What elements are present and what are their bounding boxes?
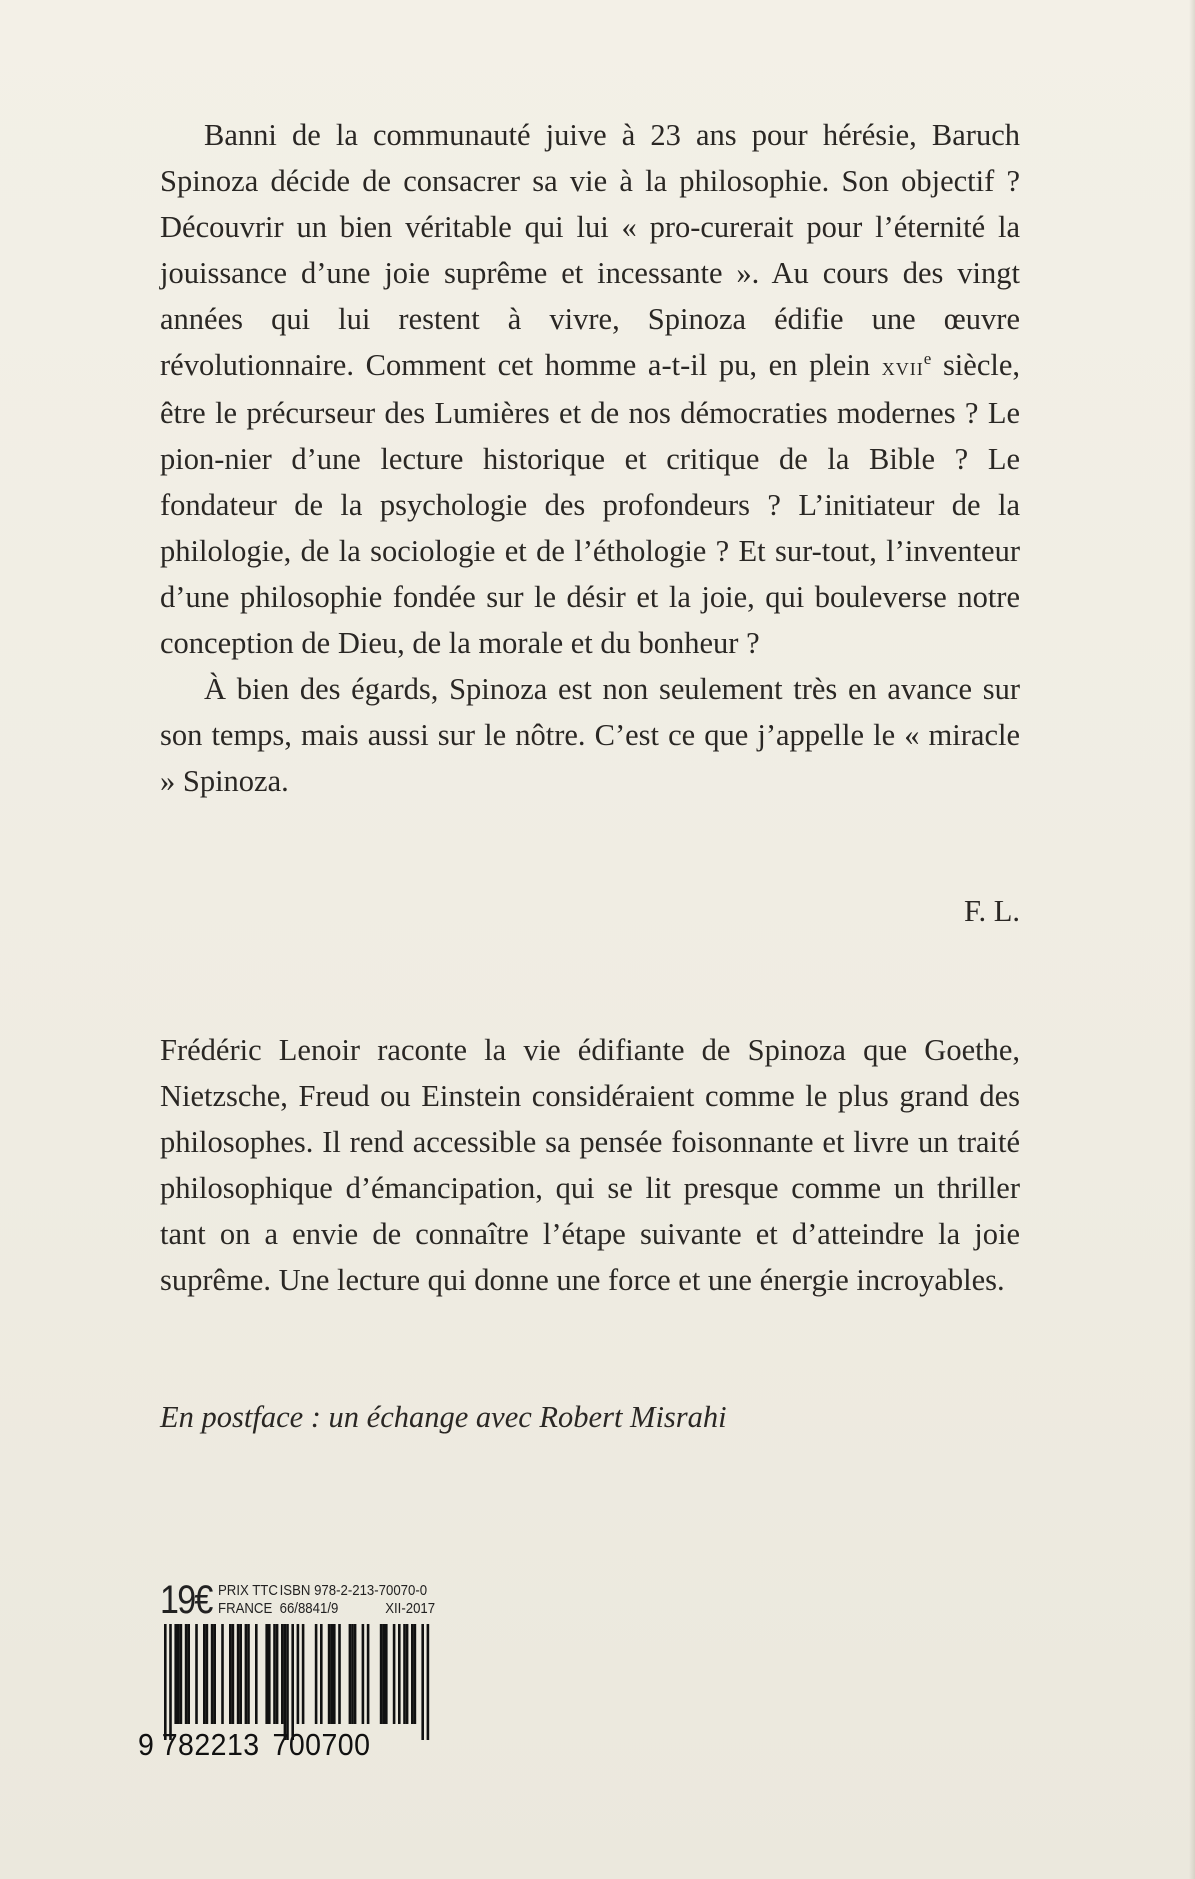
barcode-bar <box>268 1624 271 1724</box>
century-numeral: xvii <box>881 352 924 381</box>
signature-initials: F. L. <box>963 894 1020 928</box>
barcode-bar <box>349 1624 352 1724</box>
price-amount: 19€ <box>160 1578 212 1622</box>
barcode-bar <box>291 1624 294 1740</box>
barcode-bar <box>320 1624 323 1724</box>
barcode-digits <box>138 1727 370 1763</box>
barcode-bar <box>229 1624 232 1724</box>
barcode-bar <box>328 1624 331 1724</box>
barcode-bar <box>239 1624 242 1724</box>
barcode-bar <box>385 1624 388 1724</box>
barcode-bar <box>382 1624 385 1724</box>
price-label-country: FRANCE <box>218 1600 273 1617</box>
barcode-bar <box>237 1624 240 1724</box>
barcode-bar <box>284 1624 287 1740</box>
barcode-bar <box>411 1624 414 1724</box>
barcode-bar <box>177 1624 180 1724</box>
price-details <box>218 1582 434 1618</box>
barcode-bar <box>211 1624 214 1724</box>
barcode-bar <box>195 1624 198 1724</box>
barcode-bar <box>398 1624 401 1724</box>
barcode-bar <box>255 1624 258 1724</box>
barcode-bar <box>213 1624 216 1724</box>
isbn-number: ISBN 978-2-213-70070-0 <box>279 1582 428 1599</box>
barcode-bar <box>393 1624 396 1724</box>
barcode-bar <box>302 1624 305 1724</box>
barcode-bar <box>185 1624 188 1724</box>
barcode-bar <box>362 1624 365 1724</box>
barcode-bar <box>354 1624 357 1724</box>
barcode-bar <box>169 1624 172 1740</box>
barcode-bar <box>247 1624 250 1724</box>
barcode-digit-first: 9 <box>138 1727 155 1762</box>
barcode-bar <box>297 1624 300 1724</box>
barcode-bar <box>164 1624 167 1740</box>
barcode <box>138 1624 440 1762</box>
barcode-bar <box>406 1624 409 1724</box>
barcode-bar <box>232 1624 235 1724</box>
barcode-bar <box>187 1624 190 1724</box>
price-label-ttc: PRIX TTC <box>218 1582 278 1599</box>
postface-note: En postface : un échange avec Robert Misrahi <box>160 1400 727 1434</box>
barcode-bar <box>338 1624 341 1724</box>
barcode-bar <box>427 1624 430 1740</box>
barcode-bar <box>403 1624 406 1724</box>
barcode-bar <box>315 1624 318 1724</box>
barcode-bar <box>276 1624 279 1724</box>
barcode-bar <box>265 1624 268 1724</box>
blurb-paragraph-1 <box>160 112 1020 666</box>
barcode-bar <box>351 1624 354 1724</box>
summary-section <box>160 1027 1020 1303</box>
century-superscript: e <box>923 348 932 368</box>
barcode-bar <box>281 1624 284 1724</box>
barcode-group-right: 700700 <box>272 1727 371 1762</box>
barcode-bars <box>164 1624 440 1740</box>
barcode-bar <box>330 1624 333 1724</box>
summary-paragraph: Frédéric Lenoir raconte la vie édifiante de Spinoza que Goethe, Nietzsche, Freud ou Einstein considéraient comme le plus grand des philosophes. Il rend accessible sa pensée foisonnante et livre un traité philosophique d’émancipation, qui se lit presque comme un thriller tant on a envie de connaître l’étape suivante et d’atteindre la joie suprême. Une lecture qui donne une force et une énergie incroyables. <box>160 1033 1020 1297</box>
barcode-bar <box>414 1624 417 1724</box>
barcode-bar <box>367 1624 370 1724</box>
catalog-code: 66/8841/9 <box>279 1600 339 1617</box>
barcode-bar <box>203 1624 206 1724</box>
print-date: XII-2017 <box>385 1600 436 1617</box>
barcode-bar <box>180 1624 183 1724</box>
barcode-group-left: 782213 <box>161 1727 260 1762</box>
blurb-paragraph-2: À bien des égards, Spinoza est non seulement très en avance sur son temps, mais aussi sur le nôtre. C’est ce que j’appelle le « miracle » Spinoza. <box>160 672 1020 798</box>
price-block <box>160 1578 464 1622</box>
blurb-p1-text-a: Banni de la communauté juive à 23 ans pour hérésie, Baruch Spinoza décide de consacrer sa vie à la philosophie. Son objectif ? Découvrir un bien véritable qui lui « pro-curerait pour l’éternité la jouissance d’une joie suprême et incessante ». Au cours des vingt années qui lui restent à vivre, Spinoza édifie une œuvre révolutionnaire. Comment cet homme a-t-il pu, en plein <box>160 118 1020 382</box>
blurb-section <box>160 112 1020 804</box>
barcode-bar <box>221 1624 224 1724</box>
barcode-bar <box>380 1624 383 1724</box>
barcode-bar <box>421 1624 424 1740</box>
barcode-bar <box>174 1624 177 1724</box>
barcode-bar <box>245 1624 248 1724</box>
barcode-bar <box>286 1624 289 1740</box>
barcode-bar <box>333 1624 336 1724</box>
blurb-p1-text-b: siècle, être le précurseur des Lumières et de nos démocraties modernes ? Le pion-nier d’une lecture historique et critique de la Bible ? Le fondateur de la psychologie des profondeurs ? L’initiateur de la philologie, de la sociologie et de l’éthologie ? Et sur-tout, l’inventeur d’une philosophie fondée sur le désir et la joie, qui bouleverse notre conception de Dieu, de la morale et du bonheur ? <box>160 348 1020 660</box>
barcode-bar <box>273 1624 276 1724</box>
barcode-bar <box>206 1624 209 1724</box>
